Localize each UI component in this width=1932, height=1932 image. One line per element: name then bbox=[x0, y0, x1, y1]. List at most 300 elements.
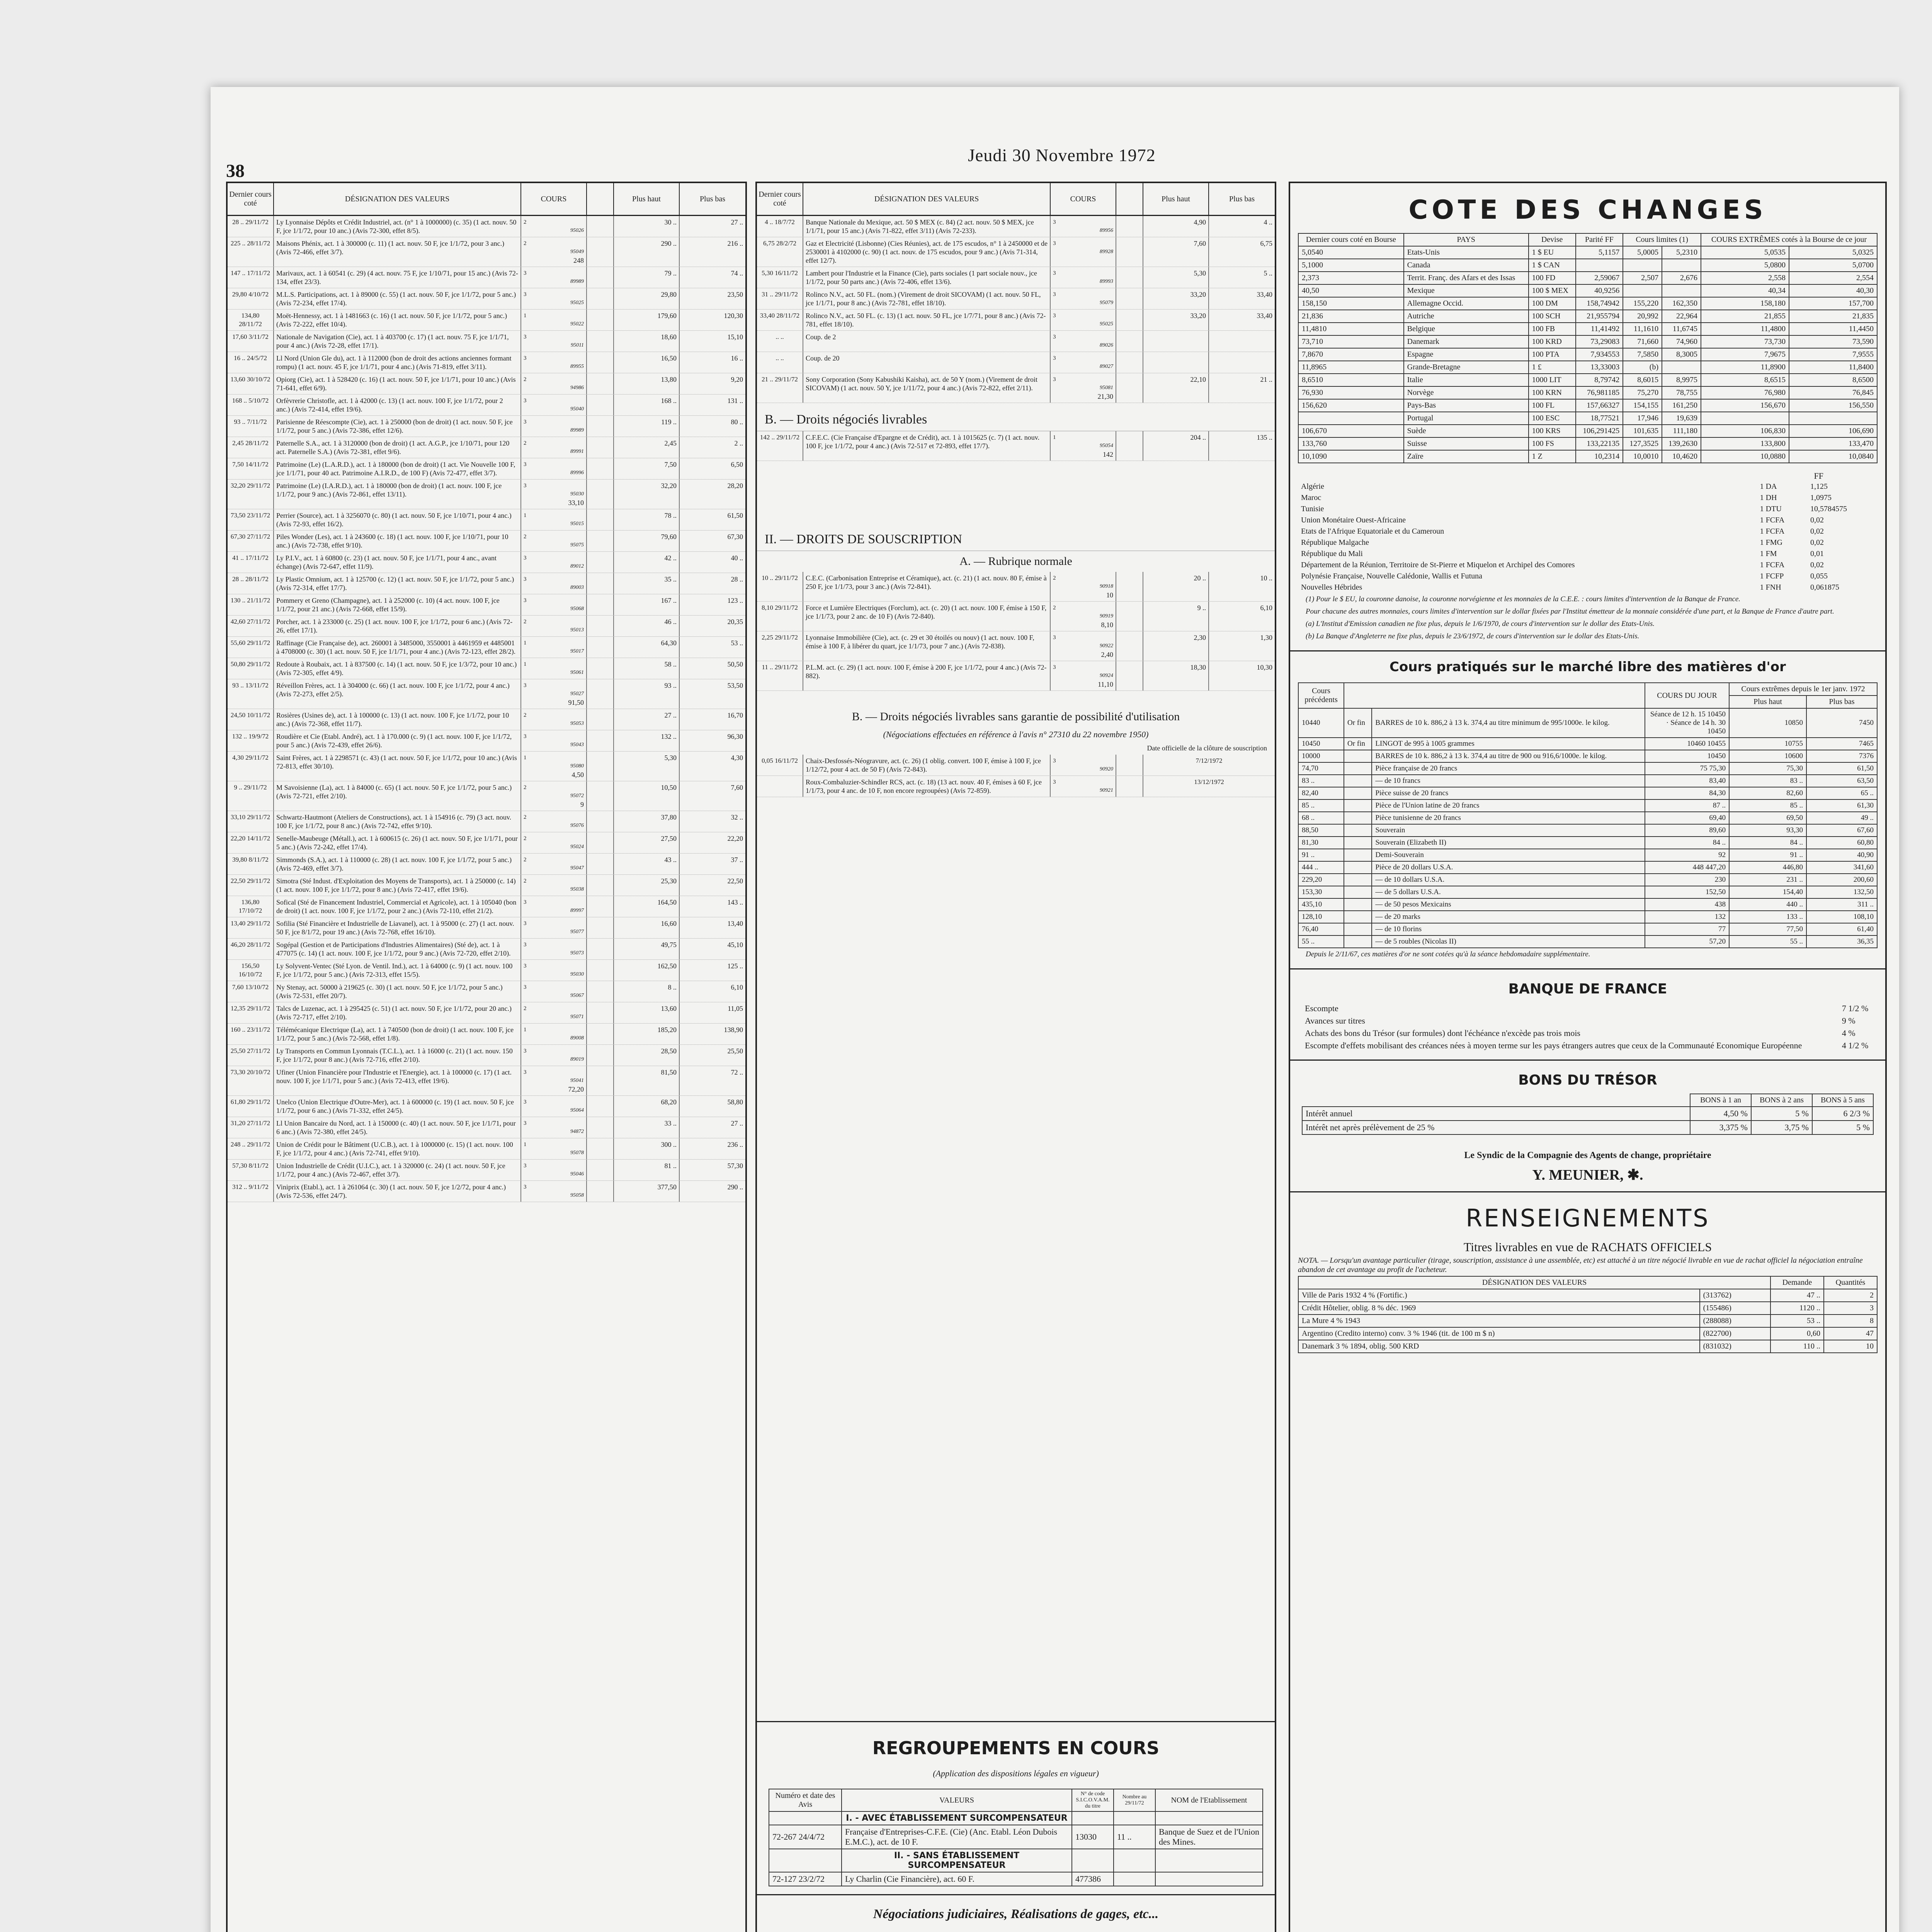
plus-bas-cell: 32 .. bbox=[731, 813, 743, 821]
spacer-cell bbox=[587, 509, 614, 530]
plus-bas-cell: 236 .. bbox=[727, 1141, 743, 1148]
changes-dernier: 106,670 bbox=[1298, 425, 1404, 437]
designation-cell: Sony Corporation (Sony Kabushiki Kaisha), act. de 50 Y (nom.) (Virement de droit SICOVAM) (1 act. nouv. 50 Y, jce 1/11/72, pour 4 anc.) (Avis 72-822, effet 2/11). bbox=[803, 373, 1051, 403]
closing-date-cell: 13/12/1972 bbox=[1194, 778, 1224, 786]
spacer-cell bbox=[587, 832, 614, 853]
row-code: 95030 bbox=[570, 971, 584, 977]
cours-cell bbox=[521, 939, 587, 959]
plus-haut-cell: 37,80 bbox=[614, 811, 680, 832]
table-row bbox=[757, 631, 1275, 661]
changes-pays: Suède bbox=[1404, 425, 1529, 437]
spacer-cell bbox=[587, 1160, 614, 1180]
header-cours: COURS bbox=[1051, 183, 1116, 215]
table-row bbox=[1298, 492, 1878, 503]
cours-value: 72,20 bbox=[568, 1085, 584, 1093]
spacer-cell bbox=[587, 531, 614, 551]
banque-item: Avances sur titres bbox=[1305, 1016, 1365, 1026]
changes-pays: Zaïre bbox=[1404, 450, 1529, 463]
banque-item: Achats des bons du Trésor (sur formules) dont l'échéance n'excède pas trois mois bbox=[1305, 1028, 1580, 1038]
table-row bbox=[1298, 886, 1877, 898]
table-row bbox=[1298, 861, 1877, 874]
or-haut: 85 .. bbox=[1729, 799, 1806, 812]
row-code: 95064 bbox=[570, 1107, 584, 1113]
zone-pays: Etats de l'Afrique Equatoriale et du Cameroun bbox=[1301, 527, 1444, 536]
plus-haut-cell: 78 .. bbox=[614, 509, 680, 530]
changes-devise: 100 $ MEX bbox=[1529, 284, 1576, 297]
last-quote-cell: 168 .. 5/10/72 bbox=[228, 395, 274, 415]
designation-cell: Lyonnaise Immobilière (Cie), act. (c. 29 et 30 étoilés ou nouv) (1 act. nouv. 100 F, émise à 100 F, à libérer du quart, jce 1/1/73, pour 7 anc.) (Avis 72-838). bbox=[803, 631, 1051, 661]
designation-cell: Roux-Combaluzier-Schindler RCS, act. (c. 18) (13 act. nouv. 40 F, émises à 60 F, jce 1/1/73, pour 4 anc. de 10 F, non encore regroupées) (Avis 72-859). bbox=[803, 776, 1051, 797]
spacer-cell bbox=[1116, 572, 1143, 601]
last-quote-cell: 31 .. 29/11/72 bbox=[757, 288, 803, 309]
plus-bas-cell: 138,90 bbox=[724, 1026, 743, 1034]
changes-extreme-bas: 5,0700 bbox=[1789, 259, 1877, 272]
rens-designation: Argentino (Credito interno) conv. 3 % 1946 (tit. de 100 m $ n) bbox=[1298, 1327, 1700, 1340]
table-row bbox=[1298, 310, 1877, 323]
changes-extreme-haut: 10,0880 bbox=[1701, 450, 1789, 463]
row-code: 95038 bbox=[570, 886, 584, 892]
zone-devise: 1 FM bbox=[1760, 549, 1777, 558]
changes-extreme-bas: 7,9555 bbox=[1789, 348, 1877, 361]
row-code: 95047 bbox=[570, 865, 584, 871]
plus-bas-cell: 23,50 bbox=[727, 291, 743, 298]
spacer-cell bbox=[587, 573, 614, 594]
or-designation: BARRES de 10 k. 886,2 à 13 k. 374,4 au titre minimum de 995/1000e. le kilog. bbox=[1372, 708, 1645, 738]
row-marker: 3 bbox=[1053, 240, 1056, 247]
table-row bbox=[228, 573, 745, 594]
spacer-cell bbox=[1116, 661, 1143, 690]
row-marker: 3 bbox=[524, 576, 527, 582]
zone-ff: 10,5784575 bbox=[1810, 505, 1847, 513]
changes-devise: 1 $ CAN bbox=[1529, 259, 1576, 272]
row-marker: 3 bbox=[524, 483, 527, 489]
plus-haut-cell: 49,75 bbox=[614, 939, 680, 959]
plus-bas-cell: 1,30 bbox=[1260, 634, 1272, 641]
banque-taux: 7 1/2 % bbox=[1842, 1003, 1869, 1013]
table-row bbox=[228, 616, 745, 637]
changes-extreme-haut: 158,180 bbox=[1701, 297, 1789, 310]
changes-dernier: 2,373 bbox=[1298, 272, 1404, 284]
or-prec: 74,70 bbox=[1298, 762, 1344, 775]
table-row bbox=[757, 431, 1275, 461]
plus-haut-cell: 46 .. bbox=[614, 616, 680, 636]
last-quote-cell: 33,40 28/11/72 bbox=[757, 310, 803, 330]
row-marker: 3 bbox=[524, 398, 527, 404]
row-marker: 3 bbox=[1053, 664, 1056, 670]
row-code: 95013 bbox=[570, 627, 584, 633]
plus-haut-cell: 185,20 bbox=[614, 1024, 680, 1044]
designation-cell: Viniprix (Etabl.), act. 1 à 261064 (c. 30) (1 act. nouv. 50 F, jce 1/2/72, pour 4 anc.) (Avis 72-536, effet 24/7). bbox=[274, 1181, 521, 1202]
plus-haut-cell: 18,30 bbox=[1143, 661, 1209, 690]
last-quote-cell: 61,80 29/11/72 bbox=[228, 1096, 274, 1117]
or-designation: Pièce tunisienne de 20 francs bbox=[1372, 812, 1645, 824]
changes-parite: 158,74942 bbox=[1576, 297, 1623, 310]
zone-pays: Nouvelles Hébrides bbox=[1301, 583, 1362, 592]
or-jour: 75 75,30 bbox=[1645, 762, 1729, 775]
or-designation: Pièce suisse de 20 francs bbox=[1372, 787, 1645, 799]
row-marker: 1 bbox=[524, 640, 527, 646]
last-quote-cell: 42,60 27/11/72 bbox=[228, 616, 274, 636]
changes-parite: 7,934553 bbox=[1576, 348, 1623, 361]
designation-cell: Piles Wonder (Les), act. 1 à 243600 (c. 18) (1 act. nouv. 100 F, jce 1/10/71, pour 10 anc.) (Avis 72-738, effet 9/10). bbox=[274, 531, 521, 551]
last-quote-cell: 4 .. 18/7/72 bbox=[757, 216, 803, 237]
cours-cell bbox=[521, 416, 587, 437]
plus-bas-cell: 2 .. bbox=[734, 439, 743, 447]
regroup-num: 72-127 bbox=[772, 1874, 797, 1884]
last-quote-cell: 248 .. 29/11/72 bbox=[228, 1138, 274, 1159]
changes-dernier: 8,6510 bbox=[1298, 374, 1404, 386]
zone-ff: 0,02 bbox=[1810, 561, 1824, 569]
regroup-h-etab: NOM de l'Etablissement bbox=[1155, 1789, 1263, 1811]
table-row bbox=[228, 854, 745, 875]
plus-haut-cell: 4,90 bbox=[1143, 216, 1209, 237]
banque-taux: 9 % bbox=[1842, 1016, 1855, 1026]
changes-dernier: 76,930 bbox=[1298, 386, 1404, 399]
plus-bas-cell: 125 .. bbox=[727, 962, 743, 970]
spacer-cell bbox=[1116, 631, 1143, 661]
table-row bbox=[228, 1138, 745, 1160]
last-quote-cell: 22,50 29/11/72 bbox=[228, 875, 274, 896]
plus-bas-cell: 9,20 bbox=[731, 376, 743, 383]
cours-cell bbox=[521, 960, 587, 981]
designation-cell: Maisons Phénix, act. 1 à 300000 (c. 11) (1 act. nouv. 50 F, jce 1/1/72, pour 3 anc.) (Avis 72-466, effet 3/7). bbox=[274, 237, 521, 267]
or-type bbox=[1344, 898, 1372, 911]
changes-dernier: 156,620 bbox=[1298, 399, 1404, 412]
changes-notes bbox=[1298, 593, 1878, 643]
spacer-cell bbox=[587, 594, 614, 615]
row-code: 95025 bbox=[570, 300, 584, 306]
designation-cell: Senelle-Maubeuge (Métall.), act. 1 à 600615 (c. 26) (1 act. nouv. 50 F, jce 1/1/71, pour 5 anc.) (Avis 72-242, effet 17/4). bbox=[274, 832, 521, 853]
or-designation: — de 5 dollars U.S.A. bbox=[1372, 886, 1645, 898]
last-quote-cell: 55,60 29/11/72 bbox=[228, 637, 274, 658]
cours-value: 4,50 bbox=[571, 771, 584, 779]
zone-pays: Polynésie Française, Nouvelle Calédonie, Wallis et Futuna bbox=[1301, 572, 1483, 580]
last-quote-cell: 10 .. 29/11/72 bbox=[757, 572, 803, 601]
or-bas: 200,60 bbox=[1806, 874, 1877, 886]
changes-limite-min: 11,1610 bbox=[1623, 323, 1662, 335]
row-marker: 3 bbox=[524, 419, 527, 425]
or-haut: 446,80 bbox=[1729, 861, 1806, 874]
table-row bbox=[228, 637, 745, 658]
or-h-jour: COURS DU JOUR bbox=[1645, 683, 1729, 708]
plus-haut-cell: 9 .. bbox=[1143, 602, 1209, 631]
changes-extreme-haut: 5,0800 bbox=[1701, 259, 1789, 272]
spacer-cell bbox=[587, 939, 614, 959]
spacer-cell bbox=[1116, 602, 1143, 631]
changes-pays: Autriche bbox=[1404, 310, 1529, 323]
plus-haut-cell: 10,50 bbox=[614, 781, 680, 811]
plus-bas-cell: 4 .. bbox=[1264, 218, 1272, 226]
bons-h5: BONS à 5 ans bbox=[1812, 1094, 1873, 1107]
changes-dernier: 5,1000 bbox=[1298, 259, 1404, 272]
designation-cell: Ll Nord (Union Gle du), act. 1 à 112000 (bon de droit des actions anciennes formant rompu) (1 act. nouv. 45 F, jce 1/1/71, pour 4 anc.) (Avis 71-819, effet 3/11). bbox=[274, 352, 521, 373]
plus-bas-cell: 6,50 bbox=[731, 461, 743, 468]
changes-extreme-haut: 2,558 bbox=[1701, 272, 1789, 284]
changes-dernier: 5,0540 bbox=[1298, 246, 1404, 259]
row-code: 89003 bbox=[570, 585, 584, 590]
row-code: 95061 bbox=[570, 670, 584, 675]
or-bas: 61,40 bbox=[1806, 923, 1877, 935]
or-haut: 10850 bbox=[1729, 708, 1806, 738]
changes-note: Pour chacune des autres monnaies, cours limites d'intervention sur le dollar fixées par l'Institut émetteur de la monnaie considérée d'une part, et la Banque de France d'autre part. bbox=[1306, 607, 1834, 616]
or-jour: 438 bbox=[1645, 898, 1729, 911]
row-marker: 3 bbox=[1053, 313, 1056, 319]
plus-bas-cell: 135 .. bbox=[1257, 434, 1272, 441]
rens-title: RENSEIGNEMENTS bbox=[1466, 1204, 1710, 1232]
zone-pays: Tunisie bbox=[1301, 505, 1324, 513]
quotes-column-1 bbox=[226, 182, 747, 1932]
regroup-sec2: II. - SANS ÉTABLISSEMENT SURCOMPENSATEUR bbox=[842, 1849, 1072, 1872]
last-quote-cell: .. .. bbox=[757, 331, 803, 352]
changes-parite: 8,79742 bbox=[1576, 374, 1623, 386]
changes-limite-max: 161,250 bbox=[1662, 399, 1701, 412]
changes-pays: Mexique bbox=[1404, 284, 1529, 297]
last-quote-cell: 28 .. 29/11/72 bbox=[228, 216, 274, 237]
table-row bbox=[1302, 1002, 1874, 1015]
or-haut: 10600 bbox=[1729, 750, 1806, 762]
regroup-h-val: VALEURS bbox=[842, 1789, 1072, 1811]
plus-haut-cell: 5,30 bbox=[1143, 267, 1209, 288]
zone-ff: 1,125 bbox=[1810, 482, 1828, 491]
plus-bas-cell: 58,80 bbox=[727, 1098, 743, 1106]
or-prec: 128,10 bbox=[1298, 911, 1344, 923]
or-haut: 133 .. bbox=[1729, 911, 1806, 923]
table-row bbox=[757, 572, 1275, 602]
regroup-title: REGROUPEMENTS EN COURS bbox=[872, 1738, 1160, 1759]
changes-limite-min: 8,6015 bbox=[1623, 374, 1662, 386]
or-haut: 75,30 bbox=[1729, 762, 1806, 775]
row-marker: 1 bbox=[524, 512, 527, 519]
plus-haut-cell: 8 .. bbox=[614, 981, 680, 1002]
header-dernier-cours: Dernier cours coté bbox=[757, 183, 803, 215]
row-marker: 2 bbox=[524, 784, 527, 791]
table-row bbox=[1298, 1289, 1877, 1302]
bons-title: BONS DU TRÉSOR bbox=[1518, 1072, 1657, 1088]
rens-demande: 47 .. bbox=[1770, 1289, 1824, 1302]
or-jour: 152,50 bbox=[1645, 886, 1729, 898]
spacer-cell bbox=[1116, 776, 1143, 797]
changes-dernier: 10,1090 bbox=[1298, 450, 1404, 463]
rens-nota: NOTA. — Lorsqu'un avantage particulier (tirage, souscription, assistance à une assemblée, etc) est attaché à un titre négocié livrable en vue de rachat officiel la négociation entraîne abandon de cet avantage au profit de l'acheteur. bbox=[1298, 1256, 1863, 1274]
or-title: Cours pratiqués sur le marché libre des matières d'or bbox=[1389, 659, 1786, 675]
plus-bas-cell: 6,75 bbox=[1260, 240, 1272, 247]
table-row bbox=[1298, 799, 1877, 812]
plus-bas-cell: 33,40 bbox=[1257, 291, 1272, 298]
spacer-cell bbox=[587, 616, 614, 636]
plus-haut-cell: 33,20 bbox=[1143, 310, 1209, 330]
row-marker: 3 bbox=[524, 334, 527, 340]
spacer-cell bbox=[587, 331, 614, 352]
changes-parite: 157,66327 bbox=[1576, 399, 1623, 412]
or-type bbox=[1344, 824, 1372, 837]
changes-devise: 100 FB bbox=[1529, 323, 1576, 335]
table-row bbox=[228, 395, 745, 416]
zone-ff: 0,01 bbox=[1810, 549, 1824, 558]
or-haut: 82,60 bbox=[1729, 787, 1806, 799]
row-code: 95078 bbox=[570, 1150, 584, 1156]
table-row bbox=[1298, 503, 1878, 515]
row-marker: 2 bbox=[524, 857, 527, 863]
changes-limite-min: 2,507 bbox=[1623, 272, 1662, 284]
rens-subtitle: Titres livrables en vue de RACHATS OFFICIELS bbox=[1463, 1240, 1712, 1254]
table-row bbox=[228, 1002, 745, 1024]
plus-haut-cell: 18,60 bbox=[614, 331, 680, 352]
table-row bbox=[228, 594, 745, 616]
plus-bas-cell: 6,10 bbox=[1260, 604, 1272, 612]
cours-cell bbox=[521, 896, 587, 917]
row-code: 94872 bbox=[570, 1129, 584, 1134]
plus-haut-cell: 79,60 bbox=[614, 531, 680, 551]
designation-cell: Moët-Hennessy, act. 1 à 1481663 (c. 16) (1 act. nouv. 50 F, jce 1/1/72, pour 5 anc.) (Avis 72-222, effet 10/4). bbox=[274, 310, 521, 330]
last-quote-cell: 32,20 29/11/72 bbox=[228, 480, 274, 509]
designation-cell: Force et Lumière Electriques (Forclum), act. (c. 20) (1 act. nouv. 100 F, émise à 150 F, jce 1/1/73, pour 2 anc. de 10 F) (Avis 72-840). bbox=[803, 602, 1051, 631]
spacer-cell bbox=[587, 679, 614, 709]
zone-pays: République Malgache bbox=[1301, 538, 1369, 547]
changes-extreme-haut bbox=[1701, 412, 1789, 425]
zone-devise: 1 FCFP bbox=[1760, 572, 1784, 580]
row-code: 89989 bbox=[570, 279, 584, 284]
header-plus-haut: Plus haut bbox=[1143, 183, 1209, 215]
row-marker: 3 bbox=[1053, 634, 1056, 641]
rens-demande: 110 .. bbox=[1770, 1340, 1824, 1353]
changes-table bbox=[1298, 233, 1878, 463]
spacer-cell bbox=[587, 981, 614, 1002]
changes-extreme-haut: 156,670 bbox=[1701, 399, 1789, 412]
table-row bbox=[228, 458, 745, 480]
regroup-h-code: N° de code S.I.C.O.V.A.M. du titre bbox=[1072, 1789, 1114, 1811]
changes-extreme-bas: 76,845 bbox=[1789, 386, 1877, 399]
row-marker: 2 bbox=[1053, 605, 1056, 611]
zone-devise: 1 FCFA bbox=[1760, 561, 1785, 569]
cours-cell bbox=[521, 1045, 587, 1066]
row-marker: 3 bbox=[524, 355, 527, 361]
changes-dernier: 11,4810 bbox=[1298, 323, 1404, 335]
quotes-header bbox=[228, 183, 745, 216]
plus-bas-cell: 27 .. bbox=[731, 218, 743, 226]
row-code: 89956 bbox=[1100, 228, 1113, 233]
row-code: 95075 bbox=[570, 542, 584, 548]
plus-haut-cell: 58 .. bbox=[614, 658, 680, 679]
cours-value: 248 bbox=[573, 257, 584, 264]
spacer-cell bbox=[587, 896, 614, 917]
regroup-date: 23/2/72 bbox=[798, 1874, 825, 1884]
section-ii-a-title: A. — Rubrique normale bbox=[959, 555, 1072, 568]
plus-haut-cell: 27 .. bbox=[614, 709, 680, 730]
plus-bas-cell: 53 .. bbox=[731, 639, 743, 647]
row-code: 90921 bbox=[1100, 787, 1113, 793]
plus-bas-cell: 216 .. bbox=[727, 240, 743, 247]
last-quote-cell: 5,30 16/11/72 bbox=[757, 267, 803, 288]
header-designation: DÉSIGNATION DES VALEURS bbox=[803, 183, 1051, 215]
changes-extreme-bas: 156,550 bbox=[1789, 399, 1877, 412]
row-marker: 3 bbox=[1053, 291, 1056, 298]
table-row bbox=[757, 216, 1275, 237]
table-row bbox=[228, 939, 745, 960]
last-quote-cell: 73,30 20/10/72 bbox=[228, 1066, 274, 1095]
or-designation: — de 10 francs bbox=[1372, 775, 1645, 787]
designation-cell: Ny Stenay, act. 50000 à 219625 (c. 30) (1 act. nouv. 50 F, jce 1/1/72, pour 5 anc.) (Avis 72-531, effet 20/7). bbox=[274, 981, 521, 1002]
rens-designation: Ville de Paris 1932 4 % (Fortific.) bbox=[1298, 1289, 1700, 1302]
row-marker: 3 bbox=[524, 1048, 527, 1054]
changes-limite-min: 155,220 bbox=[1623, 297, 1662, 310]
or-note: Depuis le 2/11/67, ces matières d'or ne sont cotées qu'à la séance hebdomadaire supplémentaire. bbox=[1306, 950, 1590, 958]
plus-bas-cell: 67,30 bbox=[727, 533, 743, 541]
changes-pays: Portugal bbox=[1404, 412, 1529, 425]
plus-haut-cell: 290 .. bbox=[614, 237, 680, 267]
table-row bbox=[1298, 775, 1877, 787]
banque-item: Escompte bbox=[1305, 1003, 1338, 1013]
table-row bbox=[1298, 412, 1877, 425]
cours-cell bbox=[1051, 216, 1116, 237]
designation-cell: Ly Solyvent-Ventec (Sté Lyon. de Ventil. Ind.), act. 1 à 64000 (c. 9) (1 act. nouv. 100 F, jce 1/1/72, pour 5 anc.) (Avis 72-313, effet 15/5). bbox=[274, 960, 521, 981]
rens-demande: 53 .. bbox=[1770, 1315, 1824, 1327]
row-code: 89997 bbox=[570, 908, 584, 913]
or-prec: 229,20 bbox=[1298, 874, 1344, 886]
plus-haut-cell bbox=[1143, 352, 1209, 373]
quotes-list-2a bbox=[757, 216, 1275, 403]
quotes-list-2ii bbox=[757, 572, 1275, 691]
plus-bas-cell: 5 .. bbox=[1264, 269, 1272, 277]
table-row bbox=[228, 552, 745, 573]
plus-bas-cell: 28,20 bbox=[727, 482, 743, 490]
changes-extreme-bas: 21,835 bbox=[1789, 310, 1877, 323]
last-quote-cell: 136,80 17/10/72 bbox=[228, 896, 274, 917]
header-marker bbox=[587, 183, 614, 215]
changes-extreme-bas: 106,690 bbox=[1789, 425, 1877, 437]
regroup-nb bbox=[1114, 1872, 1155, 1886]
designation-cell: Coup. de 2 bbox=[803, 331, 1051, 352]
banque-taux: 4 % bbox=[1842, 1028, 1855, 1038]
cours-cell bbox=[521, 594, 587, 615]
plus-haut-cell: 164,50 bbox=[614, 896, 680, 917]
last-quote-cell: 13,40 29/11/72 bbox=[228, 917, 274, 938]
cours-cell bbox=[521, 658, 587, 679]
bons-table bbox=[1302, 1094, 1874, 1135]
table-row bbox=[228, 216, 745, 237]
plus-bas-cell: 37 .. bbox=[731, 856, 743, 864]
regroup-subtitle: (Application des dispositions légales en vigueur) bbox=[933, 1769, 1099, 1778]
row-code: 90919 bbox=[1100, 613, 1113, 619]
changes-limite-max bbox=[1662, 361, 1701, 374]
or-haut: 154,40 bbox=[1729, 886, 1806, 898]
plus-bas-cell: 16,70 bbox=[727, 711, 743, 719]
last-quote-cell: 24,50 10/11/72 bbox=[228, 709, 274, 730]
table-row bbox=[1298, 750, 1877, 762]
spacer-cell bbox=[587, 752, 614, 781]
plus-haut-cell: 300 .. bbox=[614, 1138, 680, 1159]
zone-devise: 1 FCFA bbox=[1760, 527, 1785, 536]
or-jour: 89,60 bbox=[1645, 824, 1729, 837]
quotes-header-2 bbox=[757, 183, 1275, 216]
row-code: 90918 bbox=[1100, 583, 1113, 589]
table-row bbox=[1298, 898, 1877, 911]
row-code: 95067 bbox=[570, 993, 584, 998]
plus-haut-cell: 68,20 bbox=[614, 1096, 680, 1117]
last-quote-cell: 4,30 29/11/72 bbox=[228, 752, 274, 781]
rens-designation: Crédit Hôtelier, oblig. 8 % déc. 1969 bbox=[1298, 1302, 1700, 1315]
changes-extreme-bas: 73,590 bbox=[1789, 335, 1877, 348]
plus-haut-cell: 42 .. bbox=[614, 552, 680, 573]
plus-bas-cell: 143 .. bbox=[727, 898, 743, 906]
rens-code: (155486) bbox=[1700, 1302, 1770, 1315]
changes-limite-max bbox=[1662, 259, 1701, 272]
rens-code: (288088) bbox=[1700, 1315, 1770, 1327]
regroup-val: Française d'Entreprises-C.F.E. (Cie) (Anc. Etabl. Léon Dubois E.M.C.), act. de 10 F. bbox=[842, 1825, 1072, 1849]
plus-haut-cell: 377,50 bbox=[614, 1181, 680, 1202]
changes-devise: 100 PTA bbox=[1529, 348, 1576, 361]
table-row bbox=[1298, 246, 1877, 259]
table-row bbox=[1298, 259, 1877, 272]
